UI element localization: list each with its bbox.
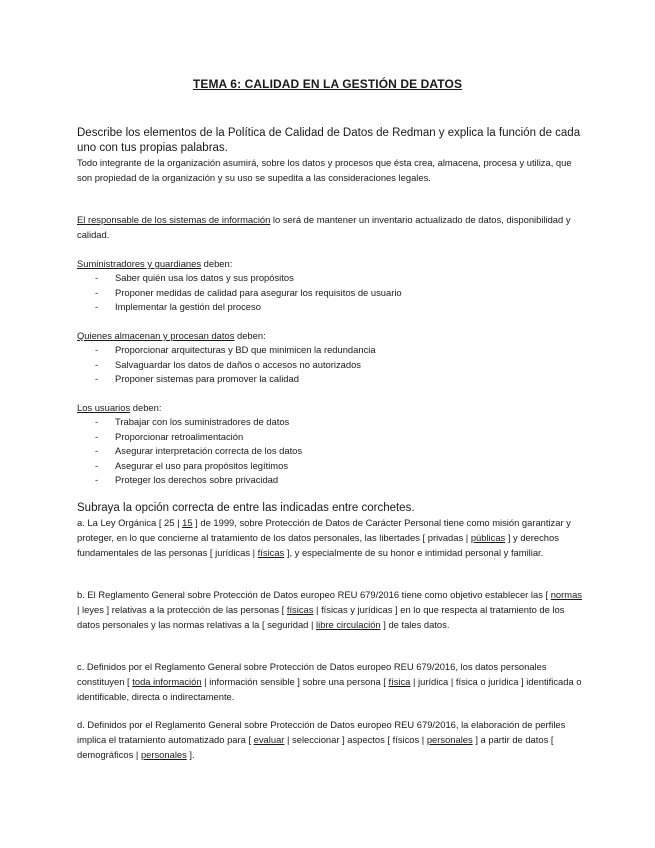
list-item: - Proponer medidas de calidad para asegurar los requisitos de usuario: [77, 286, 583, 301]
item-text: ].: [186, 749, 195, 760]
list-item: - Proponer sistemas para promover la calidad: [77, 372, 583, 387]
group-suministradores: [77, 256, 583, 315]
item-text: | leyes ] relativas a la protección de las personas [: [77, 604, 287, 615]
item-text: c. Definidos por el Reglamento General sobre Protección de Datos europeo REU 679/2016, los datos personales constituyen [: [77, 661, 547, 687]
responsable-text: lo será de mantener un inventario actualizado de datos, disponibilidad y calidad.: [77, 214, 571, 240]
list-item: - Proporcionar arquitecturas y BD que minimicen la redundancia: [77, 343, 583, 358]
group-suffix: deben:: [130, 402, 162, 413]
item-text: | físicas y jurídicas ] en lo que respecta al tratamiento de los datos personales y las normas relativas a la [ seguridad |: [77, 604, 565, 630]
list-item: - Saber quién usa los datos y sus propósitos: [77, 271, 583, 286]
item-b: [77, 587, 583, 632]
intro-paragraph: Todo integrante de la organización asumirá, sobre los datos y procesos que ésta crea, almacena, procesa y utiliza, que son propiedad de la organización y su uso se supedita a las consideraciones legales.: [77, 157, 572, 183]
correct-option: personales: [140, 749, 187, 760]
correct-option: evaluar: [253, 734, 285, 745]
group-role: Suministradores y guardianes: [77, 258, 202, 269]
correct-option: físicas: [286, 604, 314, 615]
responsable-role: El responsable de los sistemas de información: [77, 214, 271, 225]
correct-option: físicas: [257, 547, 285, 558]
item-text: ] y derechos fundamentales de las personas [ jurídicas |: [77, 532, 559, 558]
correct-option: personales: [426, 734, 473, 745]
correct-option: normas: [550, 589, 582, 600]
list-item: - Asegurar interpretación correcta de los datos: [77, 444, 583, 459]
item-text: d. Definidos por el Reglamento General sobre Protección de Datos europeo REU 679/2016, la elaboración de perfiles implica el tratamiento automatizado para [: [77, 719, 566, 745]
item-text: a. La Ley Orgánica [ 25 |: [77, 517, 183, 528]
responsable-paragraph: [77, 212, 583, 242]
item-text: | seleccionar ] aspectos [ físicos |: [284, 734, 427, 745]
list-item: - Trabajar con los suministradores de datos: [77, 415, 583, 430]
group-role: Los usuarios: [77, 402, 131, 413]
list-item: - Implementar la gestión del proceso: [77, 300, 583, 315]
item-text: ] de 1999, sobre Protección de Datos de Carácter Personal tiene como misión garantizar y proteger, en lo que concierne al tratamiento de los datos personales, las libertades [ privadas |: [77, 517, 571, 543]
correct-option: física: [388, 676, 411, 687]
group-suffix: deben:: [201, 258, 233, 269]
list-item: - Asegurar el uso para propósitos legítimos: [77, 459, 583, 474]
item-a: [77, 515, 583, 560]
group-list: [77, 271, 583, 315]
group-almacenan: [77, 328, 583, 387]
list-item: - Proporcionar retroalimentación: [77, 430, 583, 445]
question-2: Subraya la opción correcta de entre las indicadas entre corchetes.: [77, 502, 415, 514]
correct-option: públicas: [470, 532, 506, 543]
list-item: - Proteger los derechos sobre privacidad: [77, 473, 583, 488]
group-suffix: deben:: [234, 330, 266, 341]
correct-option: toda información: [132, 676, 202, 687]
group-list: [77, 343, 583, 387]
item-text: ] a partir de datos [ demográficos |: [77, 734, 554, 760]
group-list: [77, 415, 583, 488]
item-text: | jurídica | física o jurídica ] identificada o identificable, directa o indirectamente.: [77, 676, 582, 702]
item-text: ], y especialmente de su honor e intimidad personal y familiar.: [284, 547, 544, 558]
page-title: TEMA 6: CALIDAD EN LA GESTIÓN DE DATOS: [192, 77, 463, 91]
item-d: [77, 717, 583, 762]
item-text: | información sensible ] sobre una persona [: [201, 676, 389, 687]
item-text: b. El Reglamento General sobre Protección de Datos europeo REU 679/2016 tiene como objetivo establecer las [: [77, 589, 551, 600]
list-item: - Salvaguardar los datos de daños o accesos no autorizados: [77, 358, 583, 373]
correct-option: 15: [182, 517, 193, 528]
question-1: Describe los elementos de la Política de Calidad de Datos de Redman y explica la función de cada uno con tus propias palabras.: [77, 127, 581, 154]
item-c: [77, 659, 583, 704]
item-text: ] de tales datos.: [380, 619, 450, 630]
group-usuarios: [77, 400, 583, 488]
correct-option: libre circulación: [316, 619, 381, 630]
group-role: Quienes almacenan y procesan datos: [77, 330, 235, 341]
